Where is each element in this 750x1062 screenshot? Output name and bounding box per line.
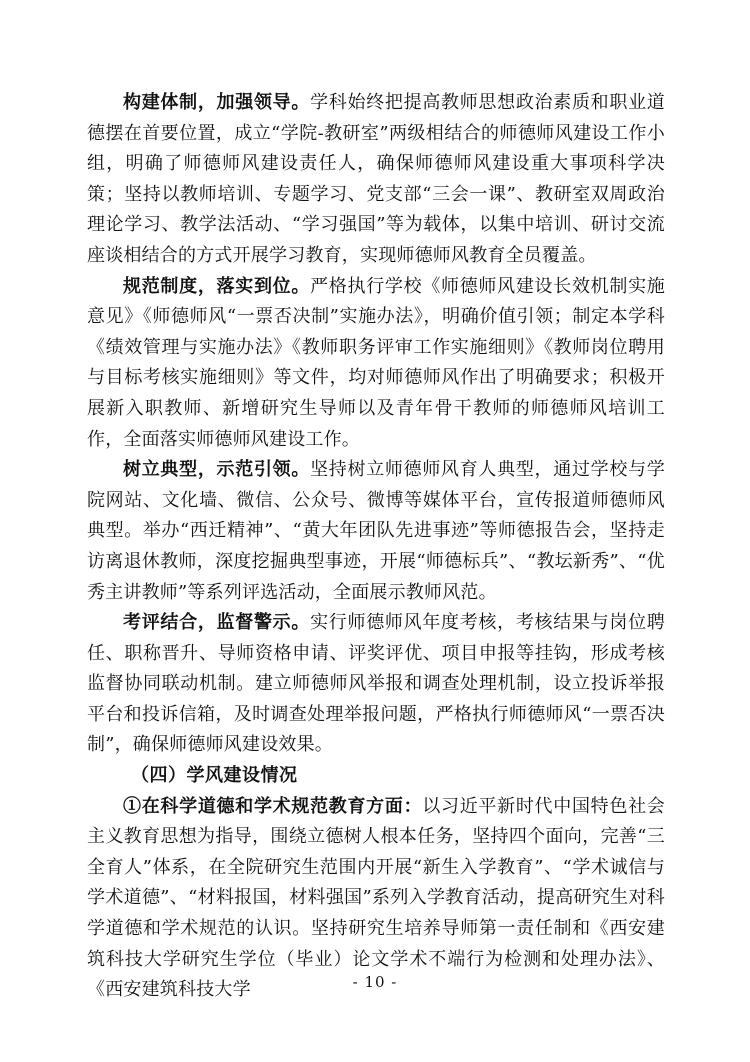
paragraph-lead: 规范制度，落实到位。 — [123, 275, 311, 297]
paragraph-role-models — [87, 455, 665, 608]
paragraph-system-building — [87, 88, 665, 272]
paragraph-text: 实行师德师风年度考核，考核结果与岗位聘任、职称晋升、导师资格申请、评奖评优、项目申报等挂钩，形成考核监督协同联动机制。建立师德师风举报和调查处理机制，设立投诉举报平台和投诉信箱，及时调查处理举报问题，严格执行师德师风“一票否决制”，确保师德师风建设效果。 — [87, 612, 665, 756]
paragraph-text: 坚持树立师德师风育人典型，通过学校与学院网站、文化墙、微信、公众号、微博等媒体平台，宣传报道师德师风典型。举办“西迁精神”、“黄大年团队先进事迹”等师德报告会，坚持走访离退休教师，深度挖掘典型事迹，开展“师德标兵”、“教坛新秀”、“优秀主讲教师”等系列评选活动，全面展示教师风范。 — [87, 459, 665, 603]
paragraph-text: 严格执行学校《师德师风建设长效机制实施意见》《师德师风“一票否决制”实施办法》，明确价值引领；制定本学科《绩效管理与实施办法》《教师职务评审工作实施细则》《教师岗位聘用与目标考核实施细则》等文件，均对师德师风作出了明确要求；积极开展新入职教师、新增研究生导师以及青年骨干教师的师德师风培训工作，全面落实师德师风建设工作。 — [87, 275, 665, 450]
section-heading: （四）学风建设情况 — [131, 765, 298, 787]
paragraph-text: 以习近平新时代中国特色社会主义教育思想为指导，围绕立德树人根本任务，坚持四个面向，完善“三全育人”体系，在全院研究生范围内开展“新生入学教育”、“学术诚信与学术道德”、“材料报国，材料强国”系列入学教育活动，提高研究生对科学道德和学术规范的认识。坚持研究生培养导师第一责任制和《西安建筑科技大学研究生学位（毕业）论文学术不端行为检测和处理办法》、《西安建筑科技大学 — [87, 795, 665, 1001]
paragraph-lead: 构建体制，加强领导。 — [123, 92, 311, 113]
paragraph-text: 学科始终把提高教师思想政治素质和职业道德摆在首要位置，成立“学院-教研室”两级相结合的师德师风建设工作小组，明确了师德师风建设责任人，确保师德师风建设重大事项科学决策；坚持以教师培训、专题学习、党支部“三会一课”、教研室双周政治理论学习、教学法活动、“学习强国”等为载体，以集中培训、研讨交流座谈相结合的方式开展学习教育，实现师德师风教育全员覆盖。 — [87, 92, 665, 266]
page-number: - 10 - — [352, 973, 398, 991]
paragraph-lead: ①在科学道德和学术规范教育方面： — [123, 795, 423, 817]
paragraph-evaluation — [87, 608, 665, 761]
paragraph-regulations — [87, 272, 665, 456]
paragraph-lead: 树立典型，示范引领。 — [123, 459, 311, 481]
document-body — [87, 88, 665, 1006]
paragraph-lead: 考评结合，监督警示。 — [123, 612, 311, 634]
